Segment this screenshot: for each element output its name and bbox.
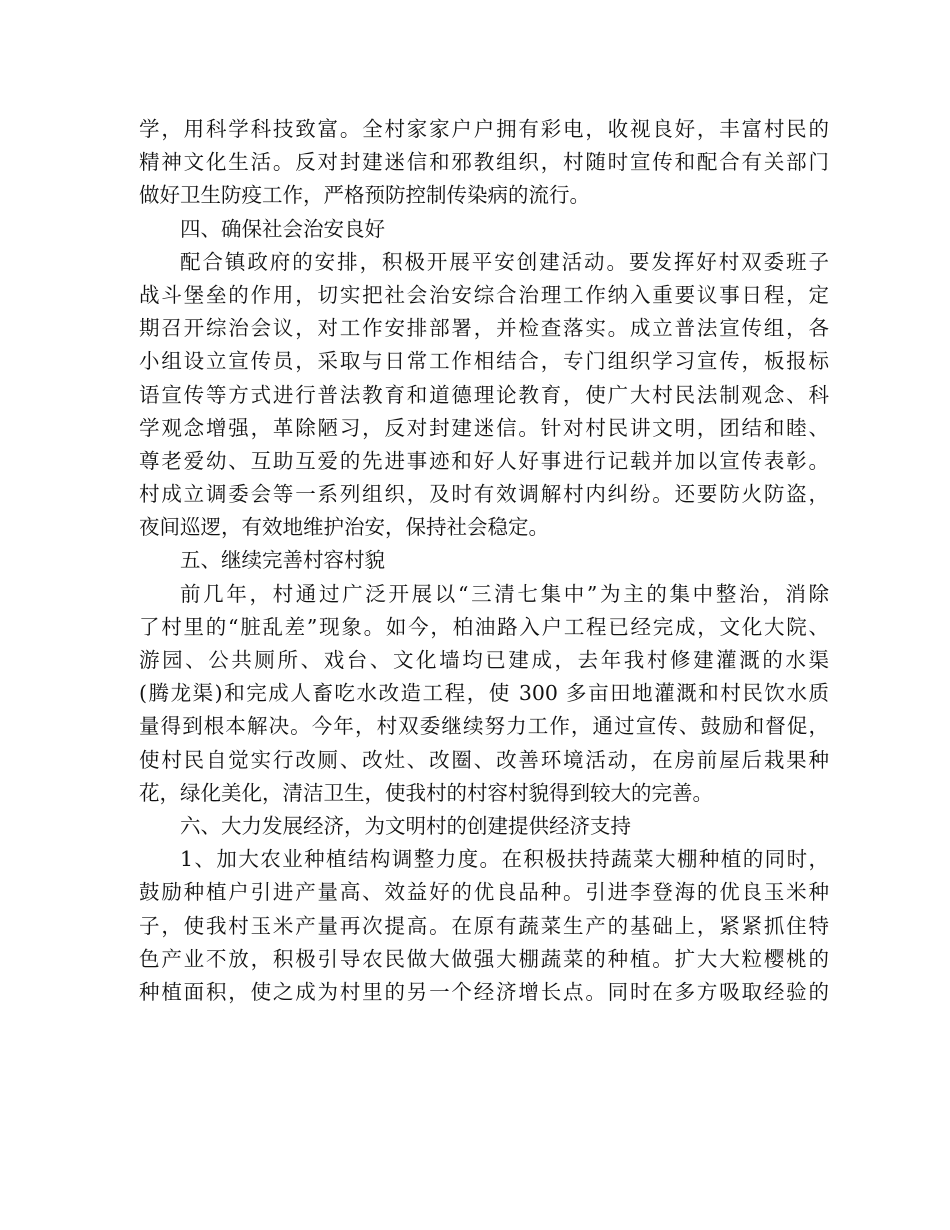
- paragraph-first-line: 四、确保社会治安良好: [180, 216, 385, 241]
- text-line: 了村里的“脏乱差”现象。如今，柏油路入户工程已经完成，文化大院、: [139, 614, 829, 639]
- text-line: 花，绿化美化，清洁卫生，使我村的村容村貌得到较大的完善。: [139, 780, 713, 805]
- text-line: 学观念增强，革除陋习，反对封建迷信。针对村民讲文明，团结和睦、: [139, 415, 829, 440]
- text-line: 学，用科学科技致富。全村家家户户拥有彩电，收视良好，丰富村民的: [139, 117, 829, 141]
- text-line: 期召开综治会议，对工作安排部署，并检查落实。成立普法宣传组，各: [139, 316, 829, 341]
- text-line: 鼓励种植户引进产量高、效益好的优良品种。引进李登海的优良玉米种: [139, 880, 829, 905]
- text-line: 精神文化生活。反对封建迷信和邪教组织，村随时宣传和配合有关部门: [139, 150, 829, 175]
- text-line: 战斗堡垒的作用，切实把社会治安综合治理工作纳入重要议事日程，定: [139, 282, 829, 307]
- text-line: 种植面积，使之成为村里的另一个经济增长点。同时在多方吸取经验的: [139, 979, 829, 1004]
- text-line: 量得到根本解决。今年，村双委继续努力工作，通过宣传、鼓励和督促，: [139, 714, 829, 739]
- text-line: 夜间巡逻，有效地维护治安，保持社会稳定。: [139, 515, 549, 540]
- paragraph-first-line: 五、继续完善村容村貌: [180, 548, 385, 573]
- text-line: 村成立调委会等一系列组织，及时有效调解村内纠纷。还要防火防盗，: [139, 482, 829, 507]
- paragraph-first-line: 前几年，村通过广泛开展以“三清七集中”为主的集中整治，消除: [180, 581, 829, 606]
- text-line: 语宣传等方式进行普法教育和道德理论教育，使广大村民法制观念、科: [139, 382, 829, 407]
- paragraph-first-line: 六、大力发展经济，为文明村的创建提供经济支持: [180, 813, 631, 838]
- text-line: 色产业不放，积极引导农民做大做强大棚蔬菜的种植。扩大大粒樱桃的: [139, 946, 829, 971]
- text-line: 游园、公共厕所、戏台、文化墙均已建成，去年我村修建灌溉的水渠: [139, 648, 829, 672]
- paragraph-first-line: 配合镇政府的安排，积极开展平安创建活动。要发挥好村双委班子: [180, 249, 829, 274]
- text-line: 使村民自觉实行改厕、改灶、改圈、改善环境活动，在房前屋后栽果种: [139, 747, 829, 772]
- text-line: (腾龙渠)和完成人畜吃水改造工程，使 300 多亩田地灌溉和村民饮水质: [139, 681, 829, 706]
- document-body: [139, 113, 829, 1009]
- paragraph-first-line: 1、加大农业种植结构调整力度。在积极扶持蔬菜大棚种植的同时，: [180, 847, 829, 872]
- text-line: 做好卫生防疫工作，严格预防控制传染病的流行。: [139, 183, 590, 208]
- text-line: 子，使我村玉米产量再次提高。在原有蔬菜生产的基础上，紧紧抓住特: [139, 913, 829, 938]
- text-line: 尊老爱幼、互助互爱的先进事迹和好人好事进行记载并加以宣传表彰。: [139, 448, 829, 473]
- text-line: 小组设立宣传员，采取与日常工作相结合，专门组织学习宣传，板报标: [139, 349, 829, 374]
